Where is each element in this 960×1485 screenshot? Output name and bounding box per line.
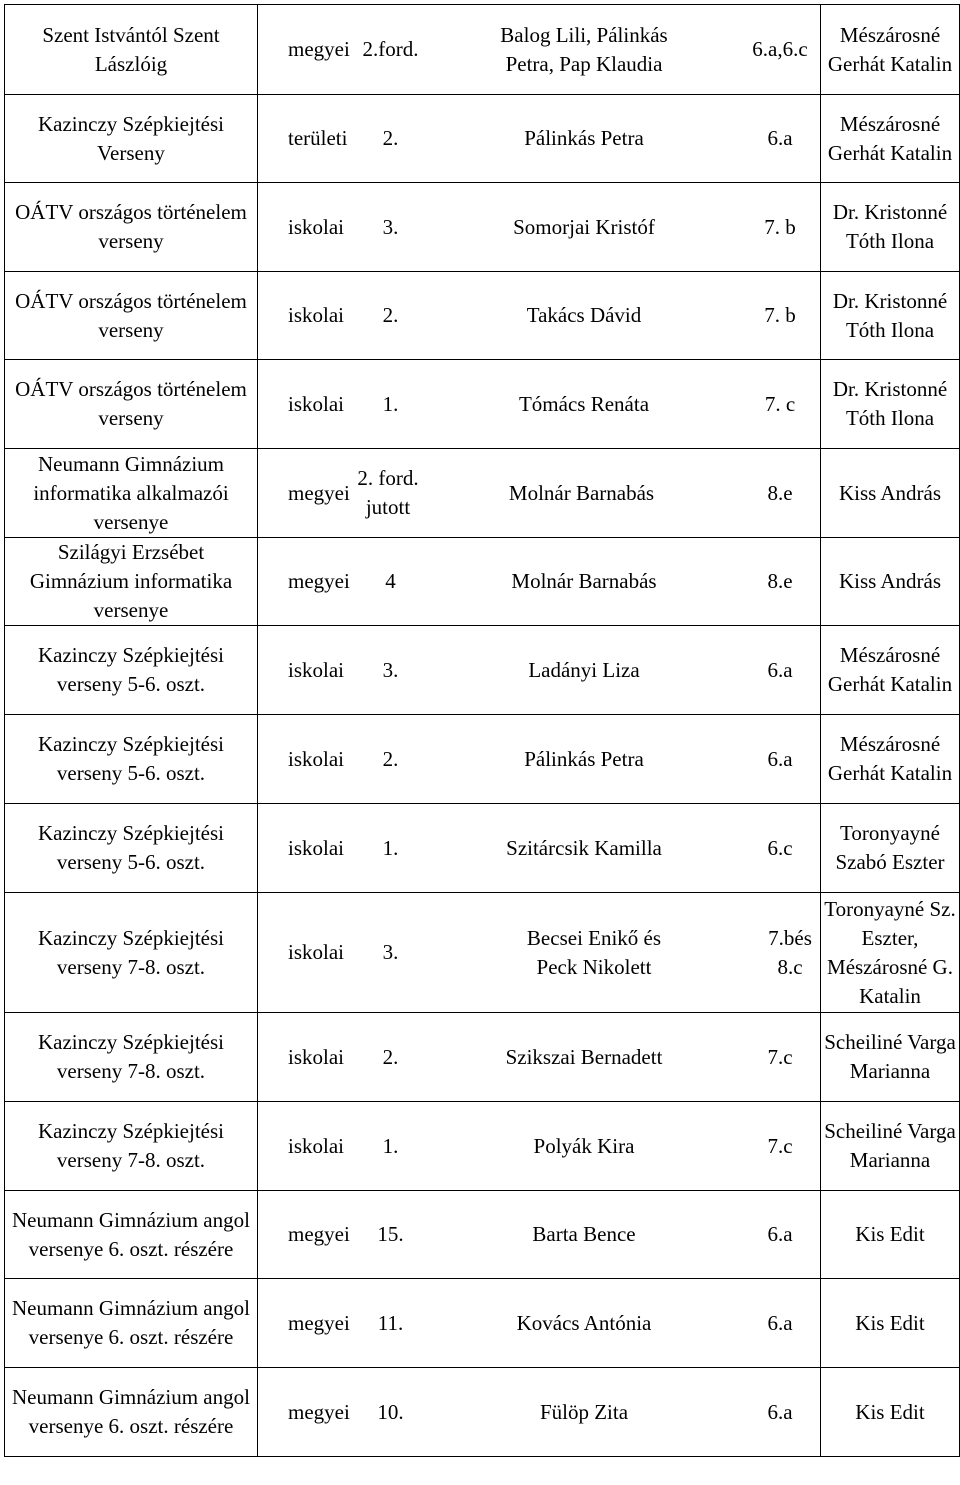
student-name: Fülöp Zita — [539, 1399, 629, 1424]
competition-cell: Neumann Gimnázium angol versenye 6. oszt. részére — [5, 1279, 258, 1368]
result-group — [258, 301, 820, 330]
table-row — [5, 449, 960, 538]
class-text: 6.a — [767, 1399, 793, 1424]
result-group — [258, 213, 820, 242]
place-text: 3. — [382, 214, 399, 239]
class-text: 7.bés 8.c — [768, 925, 812, 979]
table-row — [5, 893, 960, 1013]
table-row — [5, 1191, 960, 1279]
competition-cell: Szent Istvántól Szent Lászlóig — [5, 5, 258, 95]
result-group — [258, 656, 820, 685]
place-text: 3. — [382, 657, 399, 682]
result-cell — [258, 183, 821, 272]
place-text: 2. — [382, 1044, 399, 1069]
student-name: Ladányi Liza — [528, 657, 640, 682]
teacher-cell: Kis Edit — [821, 1279, 960, 1368]
level-text: iskolai — [288, 303, 344, 327]
result-cell — [258, 893, 821, 1013]
result-cell — [258, 449, 821, 538]
competition-cell: Kazinczy Szépkiejtési verseny 5-6. oszt. — [5, 804, 258, 893]
place-text: 2. — [382, 303, 399, 327]
teacher-cell: Scheiliné Varga Marianna — [821, 1102, 960, 1191]
result-group — [258, 390, 820, 419]
table-row — [5, 804, 960, 893]
result-cell — [258, 95, 821, 183]
student-name: Barta Bence — [532, 1222, 636, 1246]
place-text: 2. — [382, 126, 399, 150]
result-cell — [258, 715, 821, 804]
student-name: Takács Dávid — [526, 303, 642, 327]
class-text: 6.c — [767, 835, 793, 860]
result-cell — [258, 538, 821, 626]
class-text: 6.a — [767, 1310, 793, 1335]
student-name: Tómács Renáta — [518, 391, 650, 416]
place-text: 4 — [385, 569, 396, 593]
level-text: területi — [288, 126, 348, 150]
result-cell — [258, 272, 821, 360]
level-text: iskolai — [288, 940, 344, 964]
place-text: 10. — [377, 1399, 404, 1424]
result-group — [258, 1309, 820, 1338]
competition-cell: OÁTV országos történelem verseny — [5, 272, 258, 360]
table-row — [5, 1279, 960, 1368]
table-row — [5, 1013, 960, 1102]
level-text: iskolai — [288, 214, 344, 239]
competition-cell: OÁTV országos történelem verseny — [5, 183, 258, 272]
teacher-cell: Toronyayné Sz. Eszter, Mészárosné G. Katalin — [821, 893, 960, 1013]
student-name: Molnár Barnabás — [511, 569, 657, 593]
level-text: iskolai — [288, 1044, 344, 1069]
table-row — [5, 183, 960, 272]
student-name: Polyák Kira — [533, 1133, 635, 1158]
table-row — [5, 1368, 960, 1457]
level-text: megyei — [288, 480, 350, 505]
result-group — [258, 745, 820, 774]
teacher-cell: Mészárosné Gerhát Katalin — [821, 626, 960, 715]
student-name: Somorjai Kristóf — [513, 214, 655, 239]
result-group — [258, 464, 820, 522]
level-text: iskolai — [288, 391, 344, 416]
class-text: 7. c — [764, 391, 796, 416]
place-text: 3. — [382, 940, 399, 964]
result-cell — [258, 1368, 821, 1457]
table-row — [5, 95, 960, 183]
class-text: 8.e — [767, 569, 793, 593]
teacher-cell: Mészárosné Gerhát Katalin — [821, 95, 960, 183]
result-group — [258, 21, 820, 79]
teacher-cell: Kis Edit — [821, 1368, 960, 1457]
student-name: Kovács Antónia — [516, 1310, 652, 1335]
class-text: 7.c — [767, 1133, 793, 1158]
student-name: Becsei Enikő és Peck Nikolett — [526, 925, 662, 979]
level-text: megyei — [288, 1310, 350, 1335]
result-group — [258, 834, 820, 863]
student-name: Szitárcsik Kamilla — [506, 835, 662, 860]
competition-cell: Kazinczy Szépkiejtési verseny 7-8. oszt. — [5, 893, 258, 1013]
place-text: 2. ford. jutott — [357, 466, 419, 519]
competition-cell: Neumann Gimnázium angol versenye 6. oszt. részére — [5, 1368, 258, 1457]
student-name: Pálinkás Petra — [524, 126, 644, 150]
place-text: 2. — [382, 746, 399, 771]
class-text: 8.e — [767, 480, 793, 505]
class-text: 7. b — [764, 214, 796, 239]
result-group — [258, 1220, 820, 1249]
teacher-cell: Dr. Kristonné Tóth Ilona — [821, 183, 960, 272]
result-group — [258, 567, 820, 596]
level-text: iskolai — [288, 657, 344, 682]
teacher-cell: Mészárosné Gerhát Katalin — [821, 715, 960, 804]
result-group — [258, 1043, 820, 1072]
competition-cell: Kazinczy Szépkiejtési verseny 5-6. oszt. — [5, 626, 258, 715]
teacher-cell: Dr. Kristonné Tóth Ilona — [821, 272, 960, 360]
level-text: megyei — [288, 1399, 350, 1424]
place-text: 11. — [377, 1310, 404, 1335]
teacher-cell: Mészárosné Gerhát Katalin — [821, 5, 960, 95]
class-text: 6.a — [767, 126, 793, 150]
competition-cell: Szilágyi Erzsébet Gimnázium informatika versenye — [5, 538, 258, 626]
competition-cell: Kazinczy Szépkiejtési verseny 7-8. oszt. — [5, 1102, 258, 1191]
competition-cell: OÁTV országos történelem verseny — [5, 360, 258, 449]
result-cell — [258, 1191, 821, 1279]
table-row — [5, 715, 960, 804]
student-name: Szikszai Bernadett — [505, 1044, 663, 1069]
result-group — [258, 1398, 820, 1427]
teacher-cell: Kiss András — [821, 449, 960, 538]
competition-cell: Kazinczy Szépkiejtési Verseny — [5, 95, 258, 183]
class-text: 6.a — [767, 1222, 793, 1246]
result-group — [258, 924, 820, 982]
student-name: Pálinkás Petra — [524, 746, 644, 771]
level-text: iskolai — [288, 746, 344, 771]
level-text: megyei — [288, 37, 350, 61]
competition-cell: Kazinczy Szépkiejtési verseny 5-6. oszt. — [5, 715, 258, 804]
class-text: 6.a — [767, 657, 793, 682]
place-text: 1. — [382, 391, 399, 416]
result-group — [258, 124, 820, 153]
result-cell — [258, 626, 821, 715]
class-text: 7.c — [767, 1044, 793, 1069]
competition-cell: Neumann Gimnázium angol versenye 6. oszt. részére — [5, 1191, 258, 1279]
table-row — [5, 1102, 960, 1191]
class-text: 7. b — [764, 303, 796, 327]
teacher-cell: Kiss András — [821, 538, 960, 626]
teacher-cell: Dr. Kristonné Tóth Ilona — [821, 360, 960, 449]
table-row — [5, 538, 960, 626]
result-cell — [258, 1013, 821, 1102]
teacher-cell: Scheiliné Varga Marianna — [821, 1013, 960, 1102]
place-text: 1. — [382, 1133, 399, 1158]
result-cell — [258, 5, 821, 95]
student-name: Molnár Barnabás — [508, 480, 655, 505]
place-text: 15. — [377, 1222, 404, 1246]
competition-cell: Kazinczy Szépkiejtési verseny 7-8. oszt. — [5, 1013, 258, 1102]
results-table — [4, 4, 960, 1457]
result-cell — [258, 1102, 821, 1191]
level-text: iskolai — [288, 1133, 344, 1158]
student-name: Balog Lili, Pálinkás Petra, Pap Klaudia — [500, 22, 668, 76]
result-cell — [258, 804, 821, 893]
result-group — [258, 1132, 820, 1161]
table-row — [5, 272, 960, 360]
result-cell — [258, 1279, 821, 1368]
level-text: megyei — [288, 1222, 350, 1246]
class-text: 6.a — [767, 746, 793, 771]
teacher-cell: Kis Edit — [821, 1191, 960, 1279]
place-text: 2.ford. — [362, 37, 419, 61]
place-text: 1. — [382, 835, 399, 860]
result-cell — [258, 360, 821, 449]
table-row — [5, 626, 960, 715]
table-row — [5, 360, 960, 449]
class-text: 6.a,6.c — [752, 37, 808, 61]
competition-cell: Neumann Gimnázium informatika alkalmazói versenye — [5, 449, 258, 538]
teacher-cell: Toronyayné Szabó Eszter — [821, 804, 960, 893]
table-row — [5, 5, 960, 95]
level-text: megyei — [288, 569, 350, 593]
level-text: iskolai — [288, 835, 344, 860]
